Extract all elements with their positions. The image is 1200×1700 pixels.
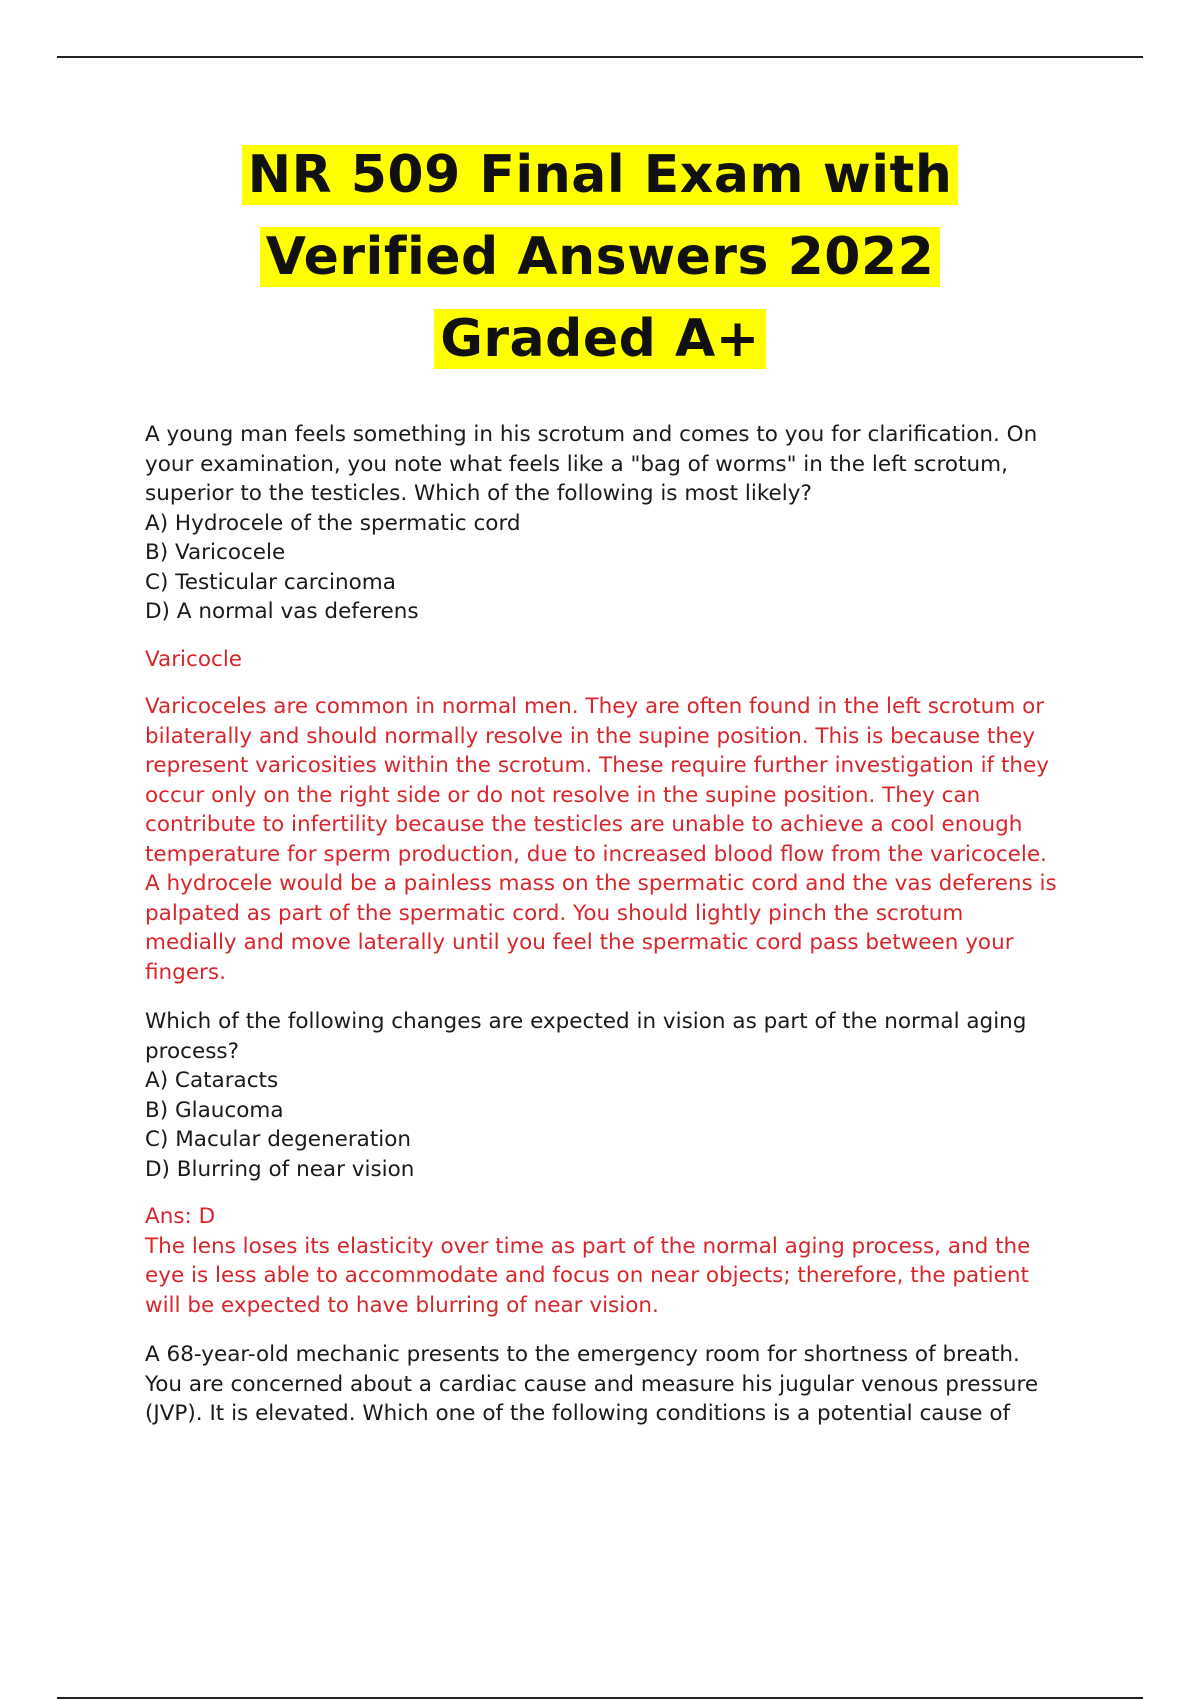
answer-option: C) Macular degeneration (145, 1127, 412, 1152)
explanation-line: fingers. (145, 959, 226, 985)
question-text-line: process? (145, 1038, 240, 1064)
answer-option: A) Cataracts (145, 1068, 279, 1093)
explanation-line: represent varicosities within the scrotum. These require further investigation if they (145, 753, 1049, 778)
answer-option: D) A normal vas deferens (145, 599, 419, 624)
question-text-line: You are concerned about a cardiac cause and measure his jugular venous pressure (145, 1371, 1039, 1397)
question-1 (145, 420, 1085, 987)
document-title (0, 140, 1200, 386)
title-line-2: Verified Answers 2022 (260, 227, 941, 287)
explanation-line: will be expected to have blurring of near vision. (145, 1292, 659, 1318)
explanation-line: medially and move laterally until you feel the spermatic cord pass between your (145, 930, 1014, 955)
question-text-line: A young man feels something in his scrotum and comes to you for clarification. On (145, 422, 1038, 447)
answer-option: A) Hydrocele of the spermatic cord (145, 510, 521, 536)
bottom-rule (57, 1697, 1143, 1699)
explanation-line: eye is less able to accommodate and focus on near objects; therefore, the patient (145, 1263, 1029, 1288)
question-3 (145, 1340, 1085, 1429)
answer-option: D) Blurring of near vision (145, 1156, 415, 1182)
top-rule (57, 56, 1143, 58)
question-text-line: (JVP). It is elevated. Which one of the following conditions is a potential cause of (145, 1401, 1011, 1426)
title-line-3: Graded A+ (434, 309, 766, 369)
explanation-line: The lens loses its elasticity over time as part of the normal aging process, and the (145, 1233, 1031, 1259)
answer-option: B) Varicocele (145, 540, 286, 565)
explanation-line: palpated as part of the spermatic cord. You should lightly pinch the scrotum (145, 900, 964, 926)
explanation-line: contribute to infertility because the testicles are unable to achieve a cool enough (145, 812, 1023, 837)
question-2 (145, 1007, 1085, 1320)
explanation-line: occur only on the right side or do not resolve in the supine position. They can (145, 782, 981, 808)
question-text-line: Which of the following changes are expected in vision as part of the normal aging (145, 1009, 1027, 1034)
document-body (145, 420, 1085, 1429)
explanation-line: temperature for sperm production, due to increased blood flow from the varicocele. (145, 841, 1047, 867)
question-text-line: A 68-year-old mechanic presents to the emergency room for shortness of breath. (145, 1342, 1020, 1367)
answer-label: Ans: D (145, 1204, 216, 1229)
explanation-line: bilaterally and should normally resolve in the supine position. This is because they (145, 723, 1035, 749)
answer-option: B) Glaucoma (145, 1097, 284, 1123)
question-text-line: superior to the testicles. Which of the following is most likely? (145, 481, 812, 506)
answer-label: Varicocle (145, 646, 243, 672)
title-line-1: NR 509 Final Exam with (242, 145, 959, 205)
explanation-line: Varicoceles are common in normal men. They are often found in the left scrotum or (145, 694, 1045, 719)
answer-option: C) Testicular carcinoma (145, 569, 396, 595)
explanation-line: A hydrocele would be a painless mass on the spermatic cord and the vas deferens is (145, 871, 1057, 896)
question-text-line: your examination, you note what feels like a "bag of worms" in the left scrotum, (145, 451, 1008, 477)
